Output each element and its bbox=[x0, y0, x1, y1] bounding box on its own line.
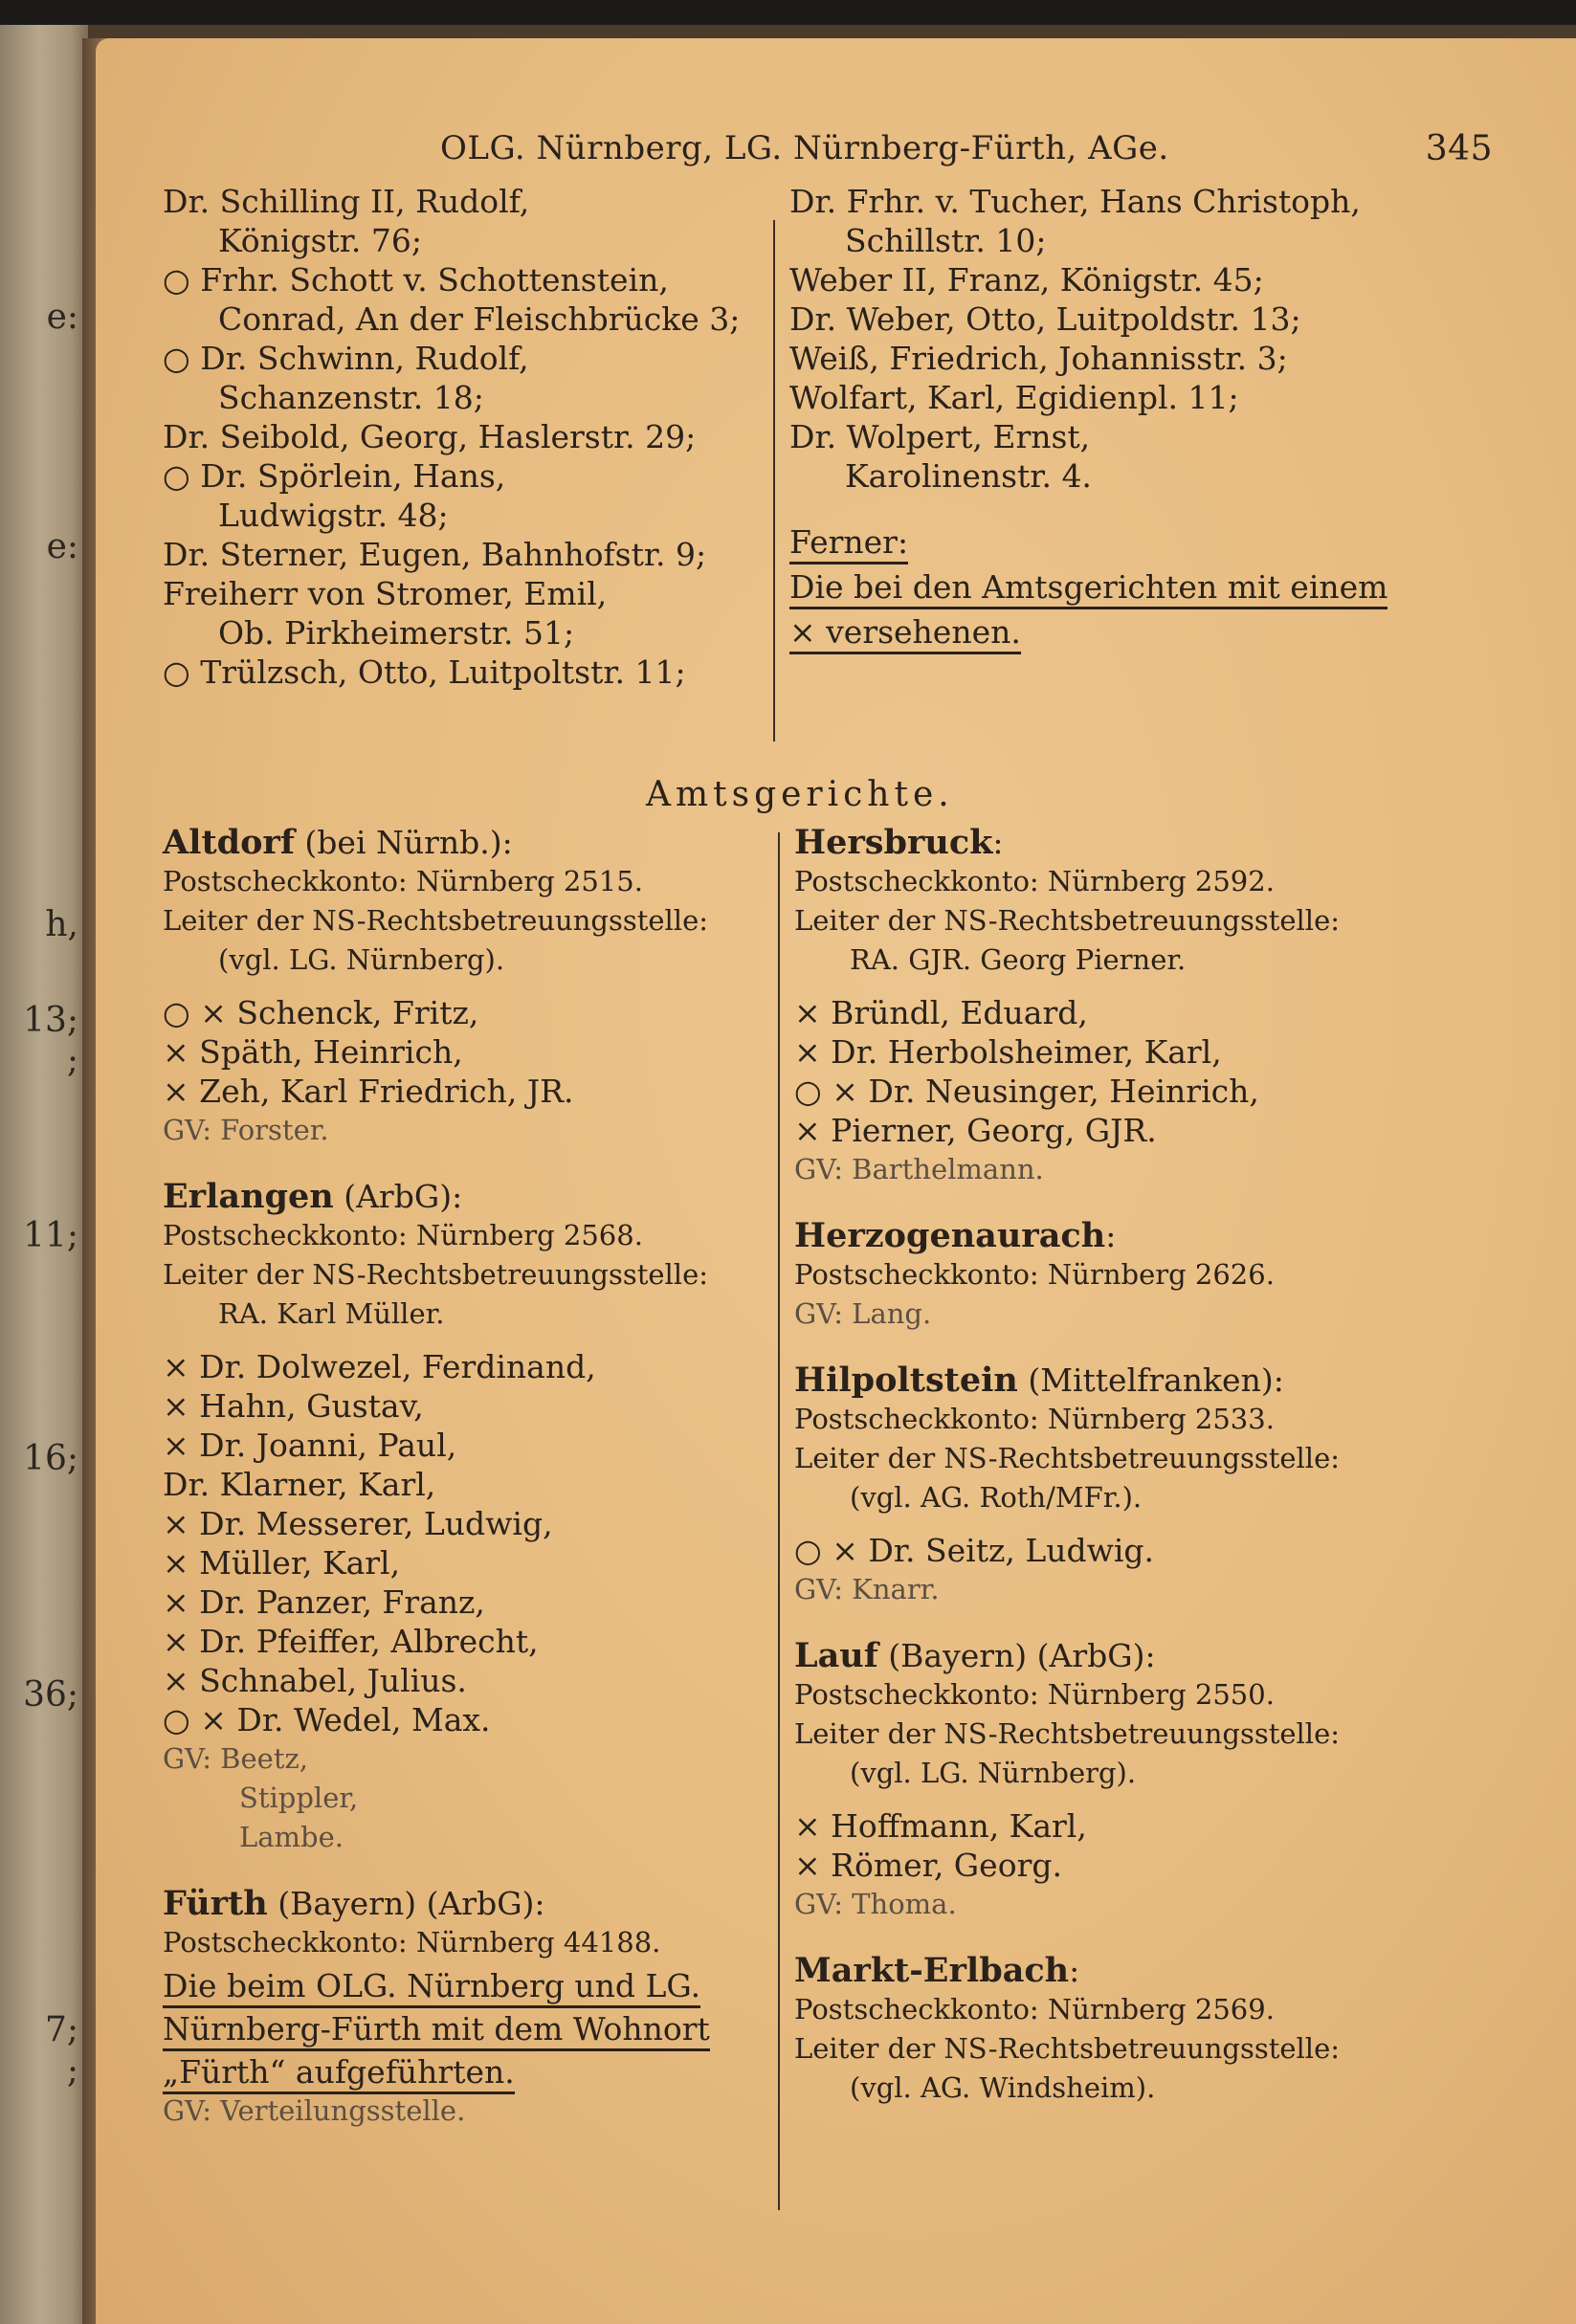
court-name: Altdorf bbox=[163, 823, 295, 862]
member-entry: Dr. Klarner, Karl, bbox=[163, 1466, 436, 1503]
spacer bbox=[794, 1334, 1521, 1347]
entry-line: Conrad, An der Fleischbrücke 3; bbox=[218, 300, 741, 338]
spacer bbox=[794, 1203, 1521, 1216]
left-fragment: 11; bbox=[23, 1216, 78, 1255]
gv-line: GV: Lang. bbox=[794, 1297, 932, 1330]
gv-line: GV: Barthelmann. bbox=[794, 1153, 1044, 1185]
entry-line: Freiherr von Stromer, Emil, bbox=[163, 575, 608, 612]
member-entry: × Dr. Joanni, Paul, bbox=[163, 1427, 457, 1464]
running-header bbox=[440, 129, 1493, 187]
spacer bbox=[163, 2144, 852, 2158]
entry-line: Königstr. 76; bbox=[218, 222, 423, 259]
court-info-line: RA. GJR. Georg Pierner. bbox=[850, 943, 1187, 976]
entry-line: Dr. Sterner, Eugen, Bahnhofstr. 9; bbox=[163, 536, 707, 573]
spacer bbox=[163, 980, 852, 993]
member-entry: ○ × Schenck, Fritz, bbox=[163, 994, 479, 1031]
court-info-line: (vgl. LG. Nürnberg). bbox=[218, 943, 505, 976]
spacer bbox=[794, 1609, 1521, 1623]
court-info-line: Postscheckkonto: Nürnberg 2592. bbox=[794, 865, 1275, 897]
entry-line: ○ Dr. Schwinn, Rudolf, bbox=[163, 340, 529, 377]
left-fragment: ; bbox=[66, 1041, 78, 1080]
member-entry: × Dr. Herbolsheimer, Karl, bbox=[794, 1033, 1222, 1071]
court-heading bbox=[794, 823, 1521, 862]
member-entry: × Dr. Messerer, Ludwig, bbox=[163, 1505, 553, 1542]
left-fragment: 13; bbox=[23, 1001, 78, 1040]
courts-right-column bbox=[794, 823, 1521, 2135]
left-fragment: e: bbox=[46, 527, 78, 566]
court-name: Herzogenaurach bbox=[794, 1216, 1106, 1255]
member-entry: ○ × Dr. Seitz, Ludwig. bbox=[794, 1532, 1155, 1569]
spacer bbox=[163, 1163, 852, 1177]
court-heading bbox=[794, 1361, 1521, 1400]
boxed-note-text: „Fürth“ aufgeführten. bbox=[163, 2052, 515, 2094]
member-entry: × Späth, Heinrich, bbox=[163, 1033, 463, 1071]
boxed-note-line bbox=[163, 1966, 852, 2005]
spacer bbox=[794, 1937, 1521, 1951]
court-suffix: (Mittelfranken): bbox=[1017, 1361, 1284, 1399]
court-heading bbox=[163, 823, 852, 862]
court-info-line: Leiter der NS-Rechtsbetreuungsstelle: bbox=[794, 904, 1341, 937]
member-entry: × Zeh, Karl Friedrich, JR. bbox=[163, 1073, 574, 1110]
member-entry: × Hahn, Gustav, bbox=[163, 1387, 424, 1425]
header-title: OLG. Nürnberg, LG. Nürnberg-Fürth, AGe. bbox=[440, 129, 1169, 167]
entry-line: ○ Frhr. Schott v. Schottenstein, bbox=[163, 261, 669, 299]
member-entry: × Dr. Pfeiffer, Albrecht, bbox=[163, 1623, 539, 1660]
court-heading bbox=[163, 1177, 852, 1216]
entry-line: Dr. Seibold, Georg, Haslerstr. 29; bbox=[163, 418, 697, 455]
entry-line: Schillstr. 10; bbox=[845, 222, 1047, 259]
member-entry: × Schnabel, Julius. bbox=[163, 1662, 467, 1699]
book-page bbox=[96, 38, 1576, 2324]
spacer bbox=[794, 1793, 1521, 1806]
gv-line: Lambe. bbox=[239, 1821, 344, 1853]
member-entry: × Pierner, Georg, GJR. bbox=[794, 1112, 1157, 1149]
boxed-note-line bbox=[163, 2009, 852, 2048]
spacer bbox=[163, 1870, 852, 1884]
court-info-line: (vgl. AG. Windsheim). bbox=[850, 2071, 1156, 2104]
court-suffix: (Bayern) (ArbG): bbox=[267, 1885, 545, 1922]
court-info-line: Leiter der NS-Rechtsbetreuungsstelle: bbox=[794, 1717, 1341, 1750]
left-fragment: e: bbox=[46, 298, 78, 337]
spacer bbox=[794, 1924, 1521, 1937]
left-page-edge bbox=[0, 25, 88, 2324]
spacer bbox=[794, 2121, 1521, 2135]
spacer bbox=[163, 1857, 852, 1870]
entry-line: Dr. Weber, Otto, Luitpoldstr. 13; bbox=[789, 300, 1301, 338]
spacer bbox=[794, 1623, 1521, 1636]
court-info-line: Leiter der NS-Rechtsbetreuungsstelle: bbox=[794, 1442, 1341, 1474]
court-info-line: Leiter der NS-Rechtsbetreuungsstelle: bbox=[163, 1258, 709, 1291]
court-name: Erlangen bbox=[163, 1177, 334, 1216]
member-entry: × Dr. Panzer, Franz, bbox=[163, 1583, 485, 1621]
gv-line: GV: Thoma. bbox=[794, 1888, 957, 1920]
member-entry: × Müller, Karl, bbox=[163, 1544, 401, 1582]
left-fragment: ; bbox=[66, 2051, 78, 2091]
gv-line: Stippler, bbox=[239, 1782, 359, 1814]
court-info-line: Postscheckkonto: Nürnberg 2569. bbox=[794, 1993, 1275, 2025]
left-fragment: 16; bbox=[23, 1439, 78, 1478]
entry-line: Wolfart, Karl, Egidienpl. 11; bbox=[789, 379, 1239, 416]
court-suffix: : bbox=[1105, 1217, 1117, 1254]
gv-line: GV: Beetz, bbox=[163, 1742, 308, 1775]
spacer bbox=[794, 1189, 1521, 1203]
spacer bbox=[794, 1347, 1521, 1361]
member-entry: ○ × Dr. Wedel, Max. bbox=[163, 1701, 491, 1738]
entry-line: ○ Dr. Spörlein, Hans, bbox=[163, 457, 506, 495]
top-right-column bbox=[789, 182, 1517, 652]
court-info-line: Leiter der NS-Rechtsbetreuungsstelle: bbox=[794, 2032, 1341, 2065]
entry-line: Dr. Wolpert, Ernst, bbox=[789, 418, 1091, 455]
court-name: Lauf bbox=[794, 1636, 878, 1675]
court-info-line: Postscheckkonto: Nürnberg 2515. bbox=[163, 865, 643, 897]
boxed-note-line bbox=[163, 2052, 852, 2092]
court-suffix: (Bayern) (ArbG): bbox=[877, 1637, 1156, 1674]
court-heading bbox=[794, 1216, 1521, 1255]
entry-line: Dr. Frhr. v. Tucher, Hans Christoph, bbox=[789, 183, 1361, 220]
court-suffix: : bbox=[992, 824, 1004, 861]
court-name: Markt-Erlbach bbox=[794, 1951, 1070, 1990]
courts-left-column bbox=[163, 823, 852, 2158]
spacer bbox=[794, 980, 1521, 993]
court-name: Hersbruck bbox=[794, 823, 993, 862]
court-suffix: (ArbG): bbox=[333, 1178, 463, 1215]
court-info-line: Postscheckkonto: Nürnberg 44188. bbox=[163, 1926, 661, 1959]
left-fragment: 36; bbox=[23, 1675, 78, 1715]
court-info-line: Postscheckkonto: Nürnberg 2568. bbox=[163, 1219, 643, 1251]
boxed-note-text: Nürnberg-Fürth mit dem Wohnort bbox=[163, 2009, 710, 2051]
member-entry: ○ × Dr. Neusinger, Heinrich, bbox=[794, 1073, 1259, 1110]
gv-line: GV: Knarr. bbox=[794, 1573, 940, 1605]
gv-line: GV: Forster. bbox=[163, 1114, 329, 1146]
spacer bbox=[794, 2108, 1521, 2121]
entry-line: Karolinenstr. 4. bbox=[845, 457, 1092, 495]
court-name: Fürth bbox=[163, 1884, 268, 1923]
left-fragment: 7; bbox=[44, 2010, 78, 2049]
spacer bbox=[163, 2131, 852, 2144]
court-info-line: (vgl. LG. Nürnberg). bbox=[850, 1757, 1137, 1789]
page-number: 345 bbox=[1425, 129, 1493, 168]
spacer bbox=[163, 1150, 852, 1163]
top-left-column bbox=[163, 182, 852, 692]
court-info-line: RA. Karl Müller. bbox=[218, 1297, 445, 1330]
entry-line: Weber II, Franz, Königstr. 45; bbox=[789, 261, 1264, 299]
court-info-line: (vgl. AG. Roth/MFr.). bbox=[850, 1481, 1143, 1514]
entry-line: Ob. Pirkheimerstr. 51; bbox=[218, 614, 575, 652]
entry-line: ○ Trülzsch, Otto, Luitpoltstr. 11; bbox=[163, 653, 686, 691]
gv-line: GV: Verteilungsstelle. bbox=[163, 2094, 466, 2127]
court-info-line: Postscheckkonto: Nürnberg 2550. bbox=[794, 1678, 1275, 1711]
spacer bbox=[163, 1334, 852, 1347]
entry-line: Weiß, Friedrich, Johannisstr. 3; bbox=[789, 340, 1288, 377]
left-fragment: h, bbox=[45, 905, 78, 944]
court-suffix: : bbox=[1069, 1952, 1080, 1989]
entry-line: Dr. Schilling II, Rudolf, bbox=[163, 183, 530, 220]
court-info-line: Postscheckkonto: Nürnberg 2533. bbox=[794, 1403, 1275, 1435]
scan-top-edge bbox=[0, 0, 1576, 25]
ferner-note-line: Die bei den Amtsgerichten mit einem bbox=[789, 567, 1517, 607]
member-entry: × Dr. Dolwezel, Ferdinand, bbox=[163, 1348, 596, 1385]
member-entry: × Römer, Georg. bbox=[794, 1847, 1062, 1884]
member-entry: × Bründl, Eduard, bbox=[794, 994, 1088, 1031]
boxed-note-text: Die beim OLG. Nürnberg und LG. bbox=[163, 1966, 700, 2008]
court-suffix: (bei Nürnb.): bbox=[294, 824, 513, 861]
entry-line: Ludwigstr. 48; bbox=[218, 497, 449, 534]
member-entry: × Hoffmann, Karl, bbox=[794, 1807, 1087, 1845]
section-heading: Amtsgerichte. bbox=[646, 775, 954, 814]
court-name: Hilpoltstein bbox=[794, 1361, 1018, 1400]
spacer bbox=[794, 1517, 1521, 1531]
ferner-label: Ferner: bbox=[789, 522, 1517, 562]
court-info-line: Leiter der NS-Rechtsbetreuungsstelle: bbox=[163, 904, 709, 937]
ferner-note-line: × versehenen. bbox=[789, 612, 1517, 652]
court-heading bbox=[794, 1951, 1521, 1990]
entry-line: Schanzenstr. 18; bbox=[218, 379, 484, 416]
court-heading bbox=[163, 1884, 852, 1923]
court-info-line: Postscheckkonto: Nürnberg 2626. bbox=[794, 1258, 1275, 1291]
court-heading bbox=[794, 1636, 1521, 1675]
